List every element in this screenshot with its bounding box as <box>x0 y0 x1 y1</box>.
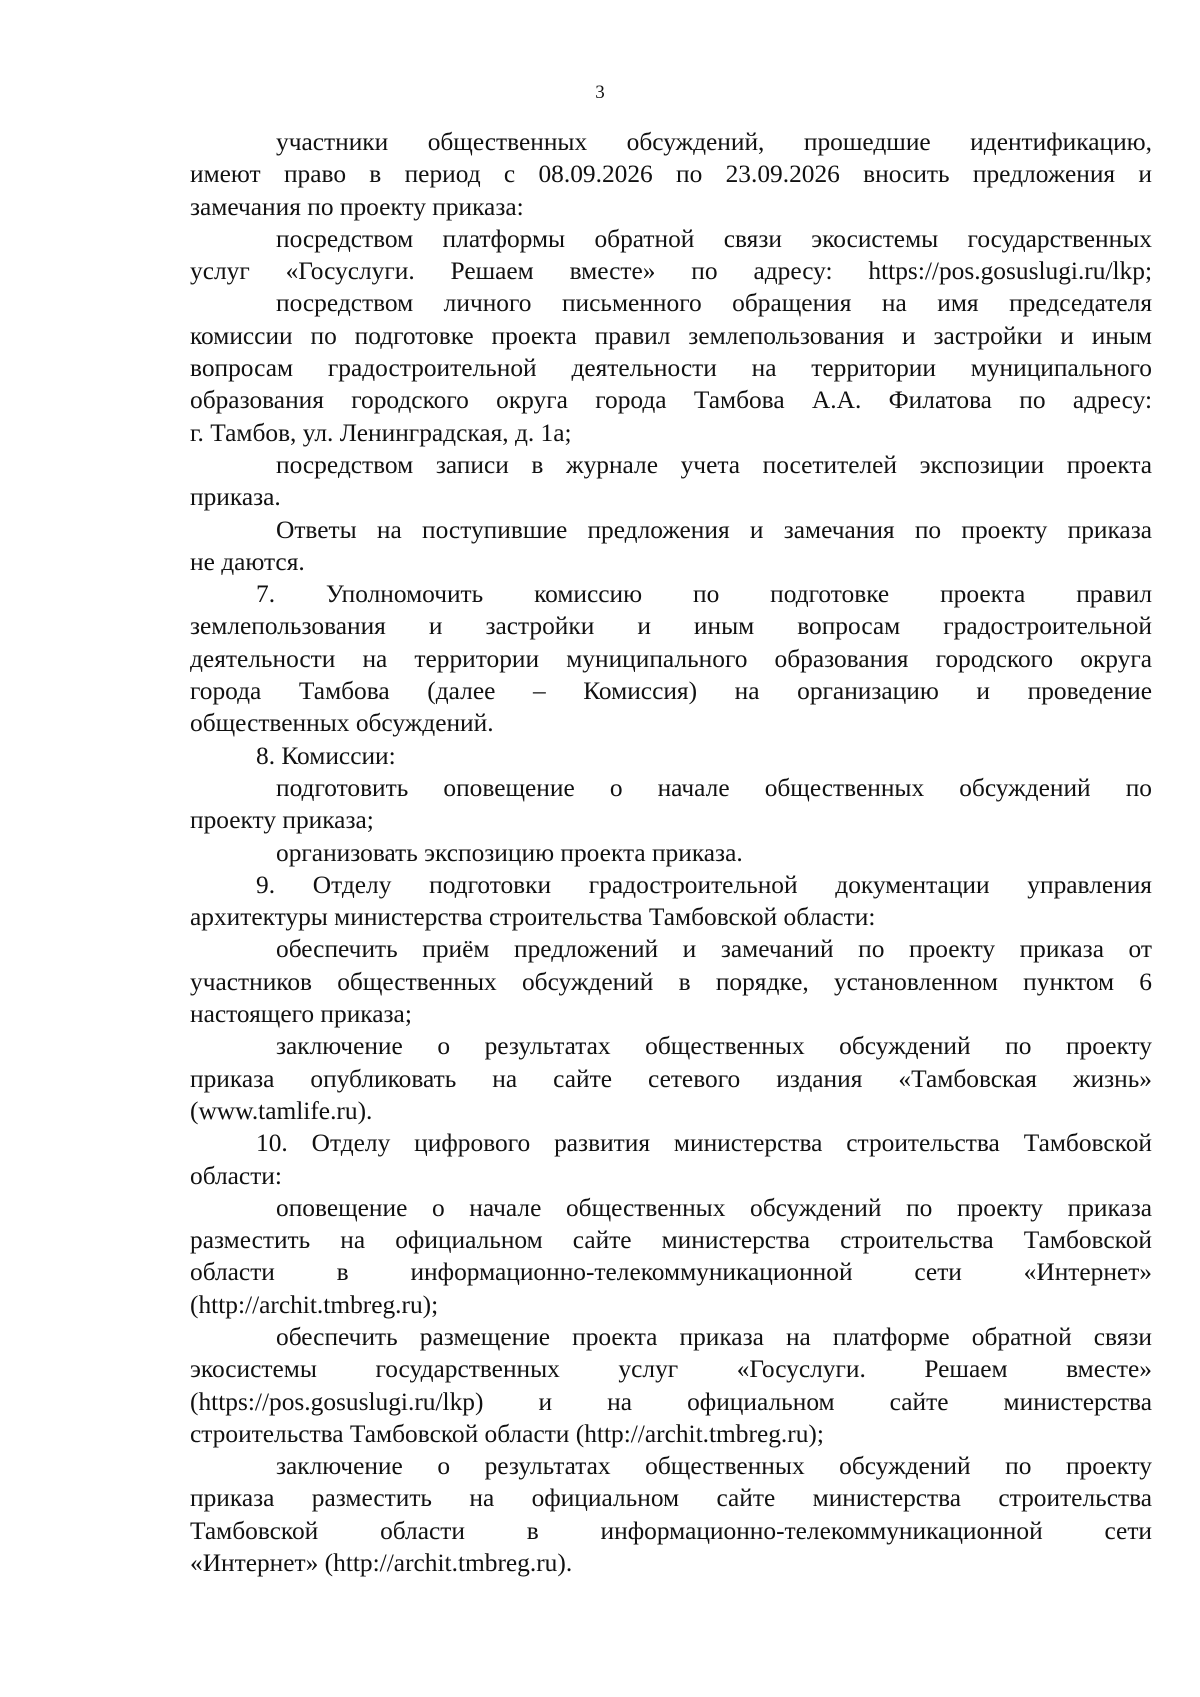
text-line: архитектуры министерства строительства Тамбовской области: <box>190 903 876 932</box>
text-line: имеют право в период с 08.09.2026 по 23.09.2026 вносить предложения и <box>190 160 1152 189</box>
text-line: (https://pos.gosuslugi.ru/lkp) и на официальном сайте министерства <box>190 1387 1152 1416</box>
text-line: приказа разместить на официальном сайте министерства строительства <box>190 1484 1152 1513</box>
text-line: заключение о результатах общественных обсуждений по проекту <box>276 1452 1152 1481</box>
text-line: приказа опубликовать на сайте сетевого издания «Тамбовская жизнь» <box>190 1064 1152 1093</box>
text-line: услуг «Госуслуги. Решаем вместе» по адресу: https://pos.gosuslugi.ru/lkp; <box>190 257 1152 286</box>
document-body <box>190 126 1152 1579</box>
text-line: посредством личного письменного обращения на имя председателя <box>276 289 1152 318</box>
text-line: не даются. <box>190 547 305 576</box>
page-number: 3 <box>595 82 605 103</box>
text-line: посредством записи в журнале учета посетителей экспозиции проекта <box>276 450 1152 479</box>
text-line: строительства Тамбовской области (http://archit.tmbreg.ru); <box>190 1419 824 1448</box>
text-line: оповещение о начале общественных обсуждений по проекту приказа <box>276 1193 1152 1222</box>
text-line: 7. Уполномочить комиссию по подготовке проекта правил <box>256 580 1152 609</box>
text-line: Ответы на поступившие предложения и замечания по проекту приказа <box>276 515 1152 544</box>
text-line: посредством платформы обратной связи экосистемы государственных <box>276 224 1152 253</box>
text-line: настоящего приказа; <box>190 1000 412 1029</box>
text-line: Тамбовской области в информационно-телекоммуникационной сети <box>190 1516 1152 1545</box>
text-line: землепользования и застройки и иным вопросам градостроительной <box>190 612 1152 641</box>
text-line: г. Тамбов, ул. Ленинградская, д. 1а; <box>190 418 572 447</box>
text-line: (www.tamlife.ru). <box>190 1096 373 1125</box>
text-line: разместить на официальном сайте министерства строительства Тамбовской <box>190 1226 1152 1255</box>
text-line: организовать экспозицию проекта приказа. <box>276 838 743 867</box>
text-line: замечания по проекту приказа: <box>190 192 524 221</box>
text-line: обеспечить размещение проекта приказа на платформе обратной связи <box>276 1322 1152 1351</box>
text-line: деятельности на территории муниципального образования городского округа <box>190 644 1152 673</box>
text-line: «Интернет» (http://archit.tmbreg.ru). <box>190 1549 573 1578</box>
text-line: подготовить оповещение о начале общественных обсуждений по <box>276 773 1152 802</box>
text-line: экосистемы государственных услуг «Госуслуги. Решаем вместе» <box>190 1355 1152 1384</box>
text-line: области в информационно-телекоммуникационной сети «Интернет» <box>190 1258 1152 1287</box>
text-line: 9. Отделу подготовки градостроительной документации управления <box>256 870 1152 899</box>
text-line: вопросам градостроительной деятельности на территории муниципального <box>190 354 1152 383</box>
text-line: комиссии по подготовке проекта правил землепользования и застройки и иным <box>190 321 1152 350</box>
text-line: (http://archit.tmbreg.ru); <box>190 1290 439 1319</box>
text-line: обеспечить приём предложений и замечаний по проекту приказа от <box>276 935 1152 964</box>
text-line: области: <box>190 1161 282 1190</box>
text-line: приказа. <box>190 483 281 512</box>
text-line: заключение о результатах общественных обсуждений по проекту <box>276 1032 1152 1061</box>
text-line: общественных обсуждений. <box>190 709 494 738</box>
text-line: города Тамбова (далее – Комиссия) на организацию и проведение <box>190 677 1152 706</box>
text-line: 10. Отделу цифрового развития министерства строительства Тамбовской <box>256 1129 1152 1158</box>
text-line: 8. Комиссии: <box>256 741 396 770</box>
text-line: участников общественных обсуждений в порядке, установленном пунктом 6 <box>190 967 1152 996</box>
text-line: участники общественных обсуждений, прошедшие идентификацию, <box>276 128 1152 156</box>
text-line: проекту приказа; <box>190 806 374 835</box>
text-line: образования городского округа города Тамбова А.А. Филатова по адресу: <box>190 386 1152 415</box>
